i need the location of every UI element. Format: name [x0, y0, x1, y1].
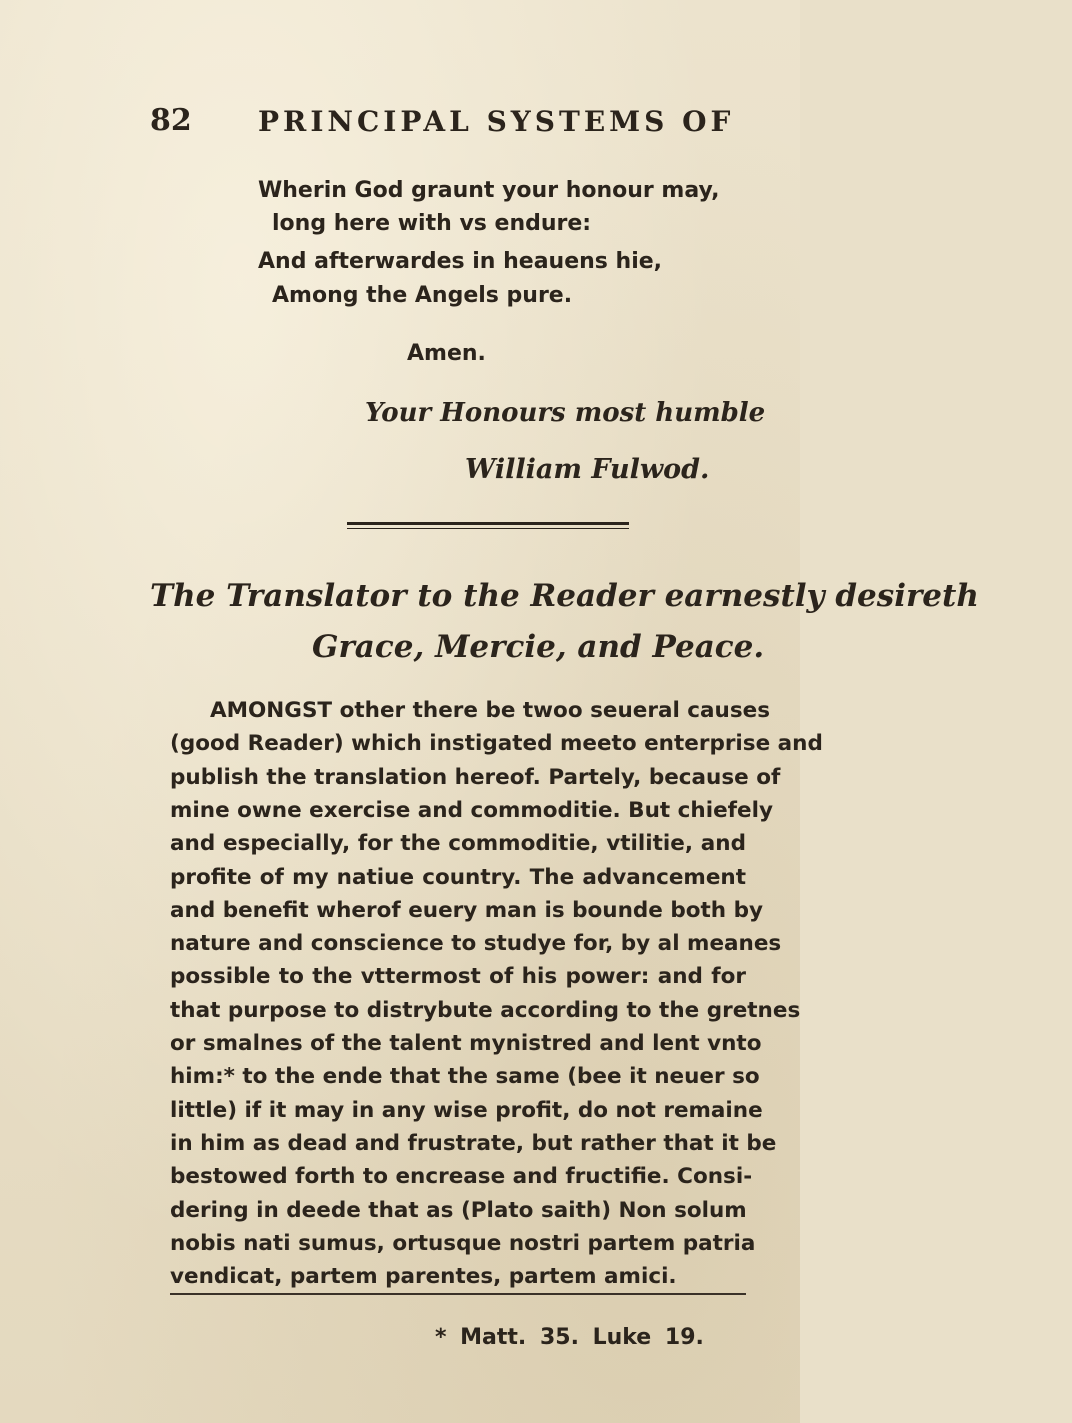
- body-line: in him as dead and frustrate, but rather that it be: [170, 1130, 777, 1156]
- body-line: possible to the vttermost of his power: and for: [170, 964, 746, 990]
- verse-line: Among the Angels pure.: [272, 283, 573, 308]
- body-line: AMONGST other there be twoo seueral causes: [210, 698, 771, 723]
- signature: William Fulwod.: [465, 454, 710, 485]
- body-line: him:* to the ende that the same (bee it neuer so: [170, 1064, 760, 1090]
- verse-line: long here with vs endure:: [272, 211, 592, 236]
- body-line: mine owne exercise and commoditie. But chiefely: [170, 797, 773, 823]
- page-number: 82: [150, 103, 192, 138]
- body-line: nature and conscience to studye for, by al meanes: [170, 931, 782, 957]
- running-head: PRINCIPAL SYSTEMS OF: [258, 105, 735, 138]
- body-line: that purpose to distrybute according to the gretnes: [170, 997, 801, 1023]
- section-subheading: Grace, Mercie, and Peace.: [312, 629, 765, 665]
- body-line: and especially, for the commoditie, vtilitie, and: [170, 831, 746, 857]
- page-header: [150, 103, 735, 143]
- footnote: * Matt. 35. Luke 19.: [435, 1325, 704, 1350]
- verse-line: And afterwardes in heauens hie,: [258, 249, 663, 274]
- body-line: little) if it may in any wise profit, do not remaine: [170, 1097, 763, 1123]
- body-line: or smalnes of the talent mynistred and lent vnto: [170, 1031, 762, 1056]
- body-line: nobis nati sumus, ortusque nostri partem patria: [170, 1230, 756, 1256]
- body-line: vendicat, partem parentes, partem amici.: [170, 1264, 677, 1290]
- section-heading: The Translator to the Reader earnestly desireth: [150, 578, 979, 614]
- body-line: (good Reader) which instigated meeto enterprise and: [170, 731, 823, 757]
- body-line: dering in deede that as (Plato saith) Non solum: [170, 1197, 747, 1223]
- body-line: profite of my natiue country. The advancement: [170, 864, 746, 890]
- amen: Amen.: [407, 341, 486, 366]
- body-line: bestowed forth to encrease and fructifie. Consi-: [170, 1164, 753, 1190]
- body-line: publish the translation hereof. Partely, because of: [170, 764, 781, 790]
- verse-line: Wherin God graunt your honour may,: [258, 178, 720, 203]
- section-divider: [347, 522, 629, 529]
- closing-salutation: Your Honours most humble: [365, 398, 766, 428]
- footnote-divider: [170, 1293, 746, 1295]
- body-line: and benefit wherof euery man is bounde both by: [170, 897, 764, 923]
